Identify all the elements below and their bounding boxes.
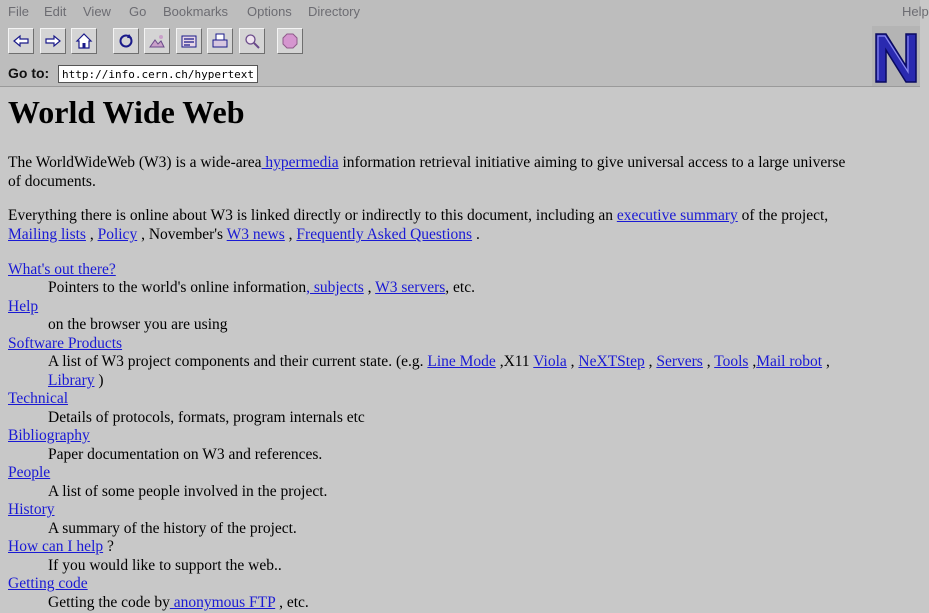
link-line-mode[interactable]: Line Mode [427, 353, 496, 370]
separator: , [822, 353, 830, 370]
separator: , [748, 353, 757, 370]
list-item-software-products [8, 334, 122, 353]
separator: ,X11 [495, 353, 534, 370]
link-hypermedia[interactable]: hypermedia [261, 154, 339, 171]
browser-chrome [0, 0, 929, 87]
overview-text-cont: of the project, [737, 207, 829, 224]
link-viola[interactable]: Viola [533, 353, 567, 370]
overview-paragraph-line-2 [8, 225, 480, 244]
netscape-logo [872, 26, 920, 86]
open-icon [180, 32, 198, 50]
link-executive-summary[interactable]: executive summary [616, 207, 738, 224]
intro-paragraph-line-1 [8, 153, 845, 172]
reload-button[interactable] [113, 28, 139, 54]
link-getting-code[interactable]: Getting code [8, 575, 88, 592]
desc-text: Paper documentation on W3 and references. [48, 446, 323, 463]
menu-edit[interactable]: Edit [44, 4, 67, 19]
print-icon [211, 32, 229, 50]
menu-help[interactable]: Help [902, 4, 929, 19]
list-item-technical [8, 389, 68, 408]
list-desc-history [48, 519, 297, 538]
separator: , [566, 353, 579, 370]
menu-bookmarks[interactable]: Bookmarks [163, 4, 229, 19]
list-item-whats-out-there [8, 260, 116, 279]
reload-icon [117, 32, 135, 50]
list-item-people [8, 463, 50, 482]
page-title: World Wide Web [8, 94, 245, 130]
document-body [0, 87, 920, 613]
link-mail-robot[interactable]: Mail robot [756, 353, 823, 370]
list-desc-how-can-i-help [48, 556, 282, 575]
list-item-bibliography [8, 426, 90, 445]
desc-text: A summary of the history of the project. [48, 520, 297, 537]
list-desc-technical [48, 408, 365, 427]
separator: , [702, 353, 715, 370]
separator: , [284, 226, 297, 243]
open-button[interactable] [176, 28, 202, 54]
link-how-can-i-help[interactable]: How can I help [8, 538, 104, 555]
link-anonymous-ftp[interactable]: anonymous FTP [169, 594, 276, 611]
overview-text: Everything there is online about W3 is linked directly or indirectly to this document, including an [8, 207, 617, 224]
overview-paragraph-line-1 [8, 206, 828, 225]
list-desc-bibliography [48, 445, 322, 464]
list-desc-whats-out-there [48, 278, 475, 297]
find-button[interactable] [239, 28, 265, 54]
menu-bar [0, 0, 929, 24]
link-nextstep[interactable]: NeXTStep [578, 353, 645, 370]
forward-button[interactable] [40, 28, 66, 54]
link-technical[interactable]: Technical [8, 390, 69, 407]
link-whats-out-there[interactable]: What's out there? [8, 261, 116, 278]
stop-icon [281, 32, 299, 50]
link-tools[interactable]: Tools [714, 353, 749, 370]
list-item-history [8, 500, 55, 519]
intro-text-cont: information retrieval initiative aiming to give universal access to a large universe [338, 154, 846, 171]
menu-directory[interactable]: Directory [308, 4, 361, 19]
desc-text: A list of W3 project components and their current state. (e.g. [48, 353, 428, 370]
desc-text-end: , etc. [275, 594, 309, 611]
desc-text: Details of protocols, formats, program internals etc [48, 409, 365, 426]
print-button[interactable] [207, 28, 233, 54]
link-faq[interactable]: Frequently Asked Questions [296, 226, 473, 243]
list-desc-software-products-cont [48, 371, 104, 390]
overview-text-end: . [472, 226, 480, 243]
intro-paragraph-line-2 [8, 172, 96, 191]
forward-icon [44, 32, 62, 50]
menu-file[interactable]: File [8, 4, 29, 19]
location-input[interactable] [58, 65, 258, 83]
back-icon [12, 32, 30, 50]
link-bibliography[interactable]: Bibliography [8, 427, 90, 444]
images-icon [148, 32, 166, 50]
overview-text-news: , November's [137, 226, 227, 243]
desc-text: If you would like to support the web.. [48, 557, 282, 574]
link-servers[interactable]: Servers [656, 353, 703, 370]
link-policy[interactable]: Policy [97, 226, 138, 243]
separator: , [644, 353, 657, 370]
menu-view[interactable]: View [83, 4, 111, 19]
menu-go[interactable]: Go [129, 4, 147, 19]
term-suffix: ? [103, 538, 114, 555]
intro-text-end: of documents. [8, 173, 96, 190]
desc-text-end: , etc. [445, 279, 475, 296]
desc-text: A list of some people involved in the project. [48, 483, 328, 500]
link-history[interactable]: History [8, 501, 55, 518]
link-w3-servers[interactable]: W3 servers [375, 279, 446, 296]
link-mailing-lists[interactable]: Mailing lists [8, 226, 86, 243]
desc-text: on the browser you are using [48, 316, 228, 333]
list-item-help [8, 297, 38, 316]
list-desc-help [48, 315, 228, 334]
menu-options[interactable]: Options [247, 4, 292, 19]
images-button[interactable] [144, 28, 170, 54]
link-subjects[interactable]: , subjects [306, 279, 364, 296]
link-help[interactable]: Help [8, 298, 39, 315]
list-item-getting-code [8, 574, 88, 593]
back-button[interactable] [8, 28, 34, 54]
separator: , [85, 226, 98, 243]
stop-button[interactable] [277, 28, 303, 54]
link-library[interactable]: Library [48, 372, 95, 389]
home-button[interactable] [71, 28, 97, 54]
list-item-how-can-i-help [8, 537, 114, 556]
link-w3-news[interactable]: W3 news [226, 226, 285, 243]
list-desc-people [48, 482, 327, 501]
separator: , [363, 279, 376, 296]
desc-text: Getting the code by [48, 594, 170, 611]
list-desc-software-products [48, 352, 830, 371]
link-software-products[interactable]: Software Products [8, 335, 123, 352]
list-desc-getting-code [48, 593, 309, 612]
intro-text: The WorldWideWeb (W3) is a wide-area [8, 154, 262, 171]
location-label: Go to: [8, 65, 50, 81]
find-icon [243, 32, 261, 50]
desc-text: Pointers to the world's online information [48, 279, 307, 296]
desc-text-end: ) [94, 372, 104, 389]
link-people[interactable]: People [8, 464, 51, 481]
home-icon [75, 32, 93, 50]
